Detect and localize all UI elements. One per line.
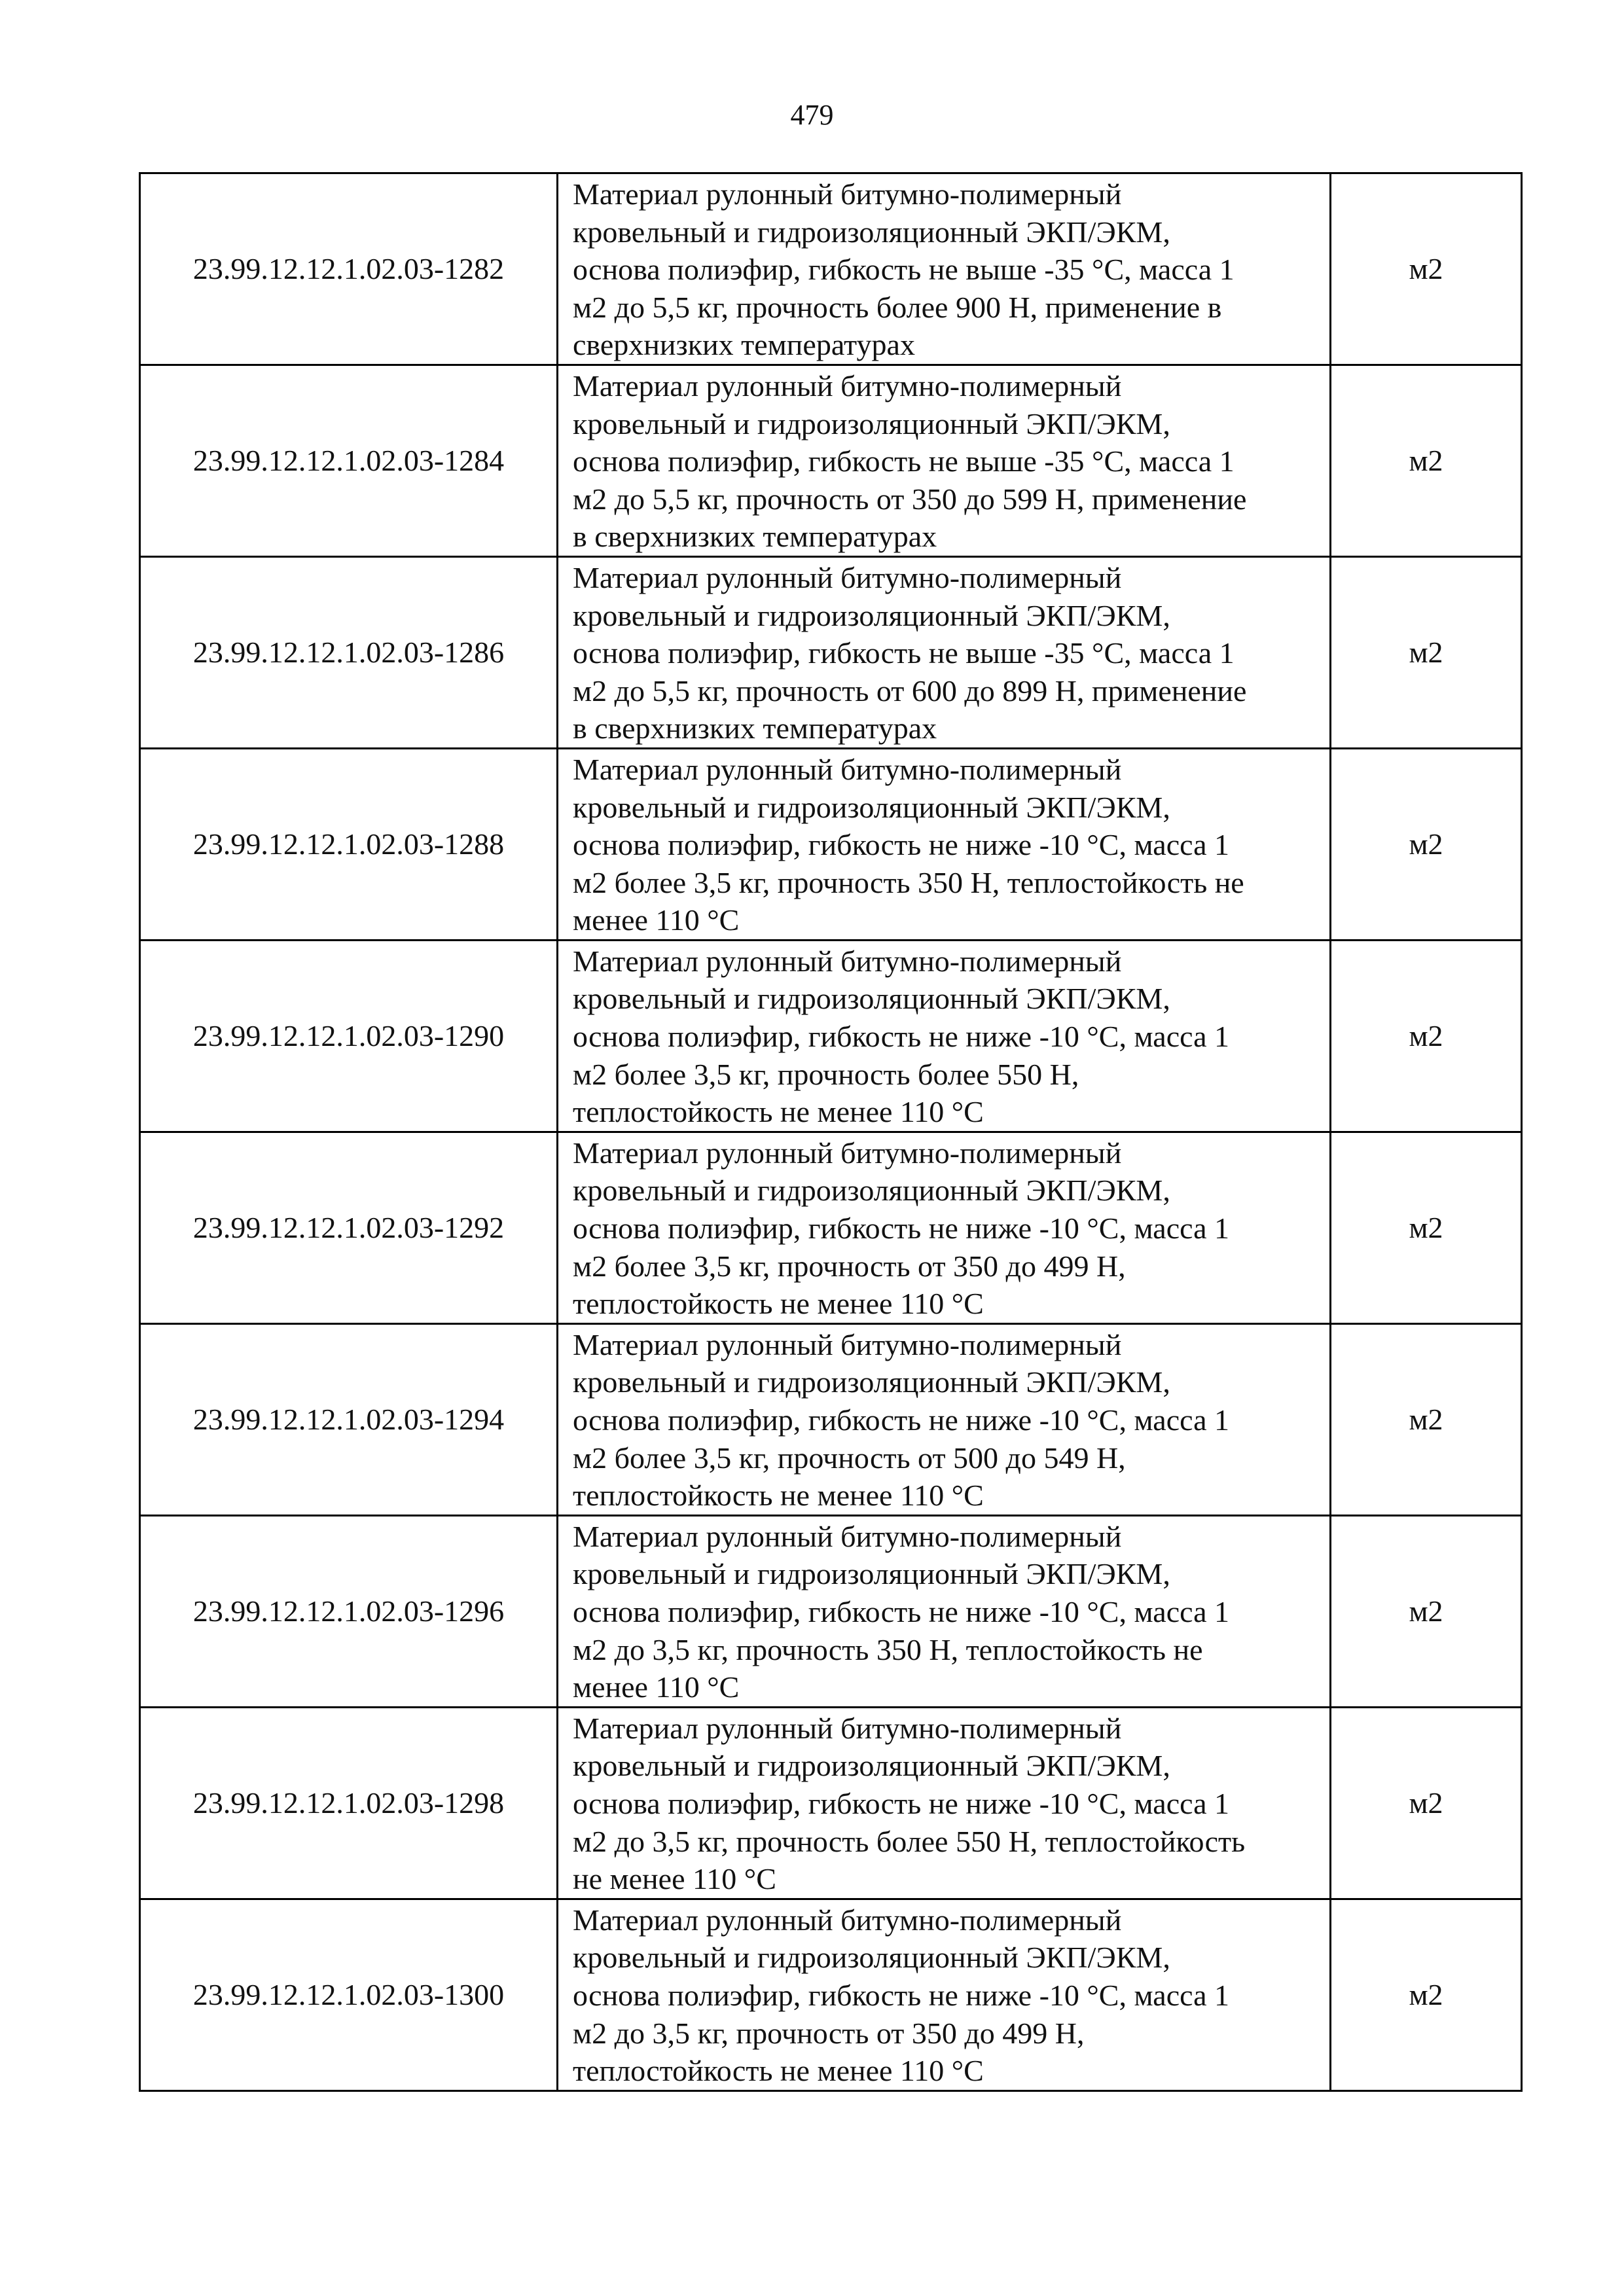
description-line: основа полиэфир, гибкость не ниже -10 °С, масса 1 [573,1786,1230,1820]
resource-code-cell [140,1323,558,1515]
unit-cell [1331,1515,1522,1707]
resource-code: 23.99.12.12.1.02.03-1294 [192,1403,505,1436]
table-row [140,173,1522,365]
description-line: м2 до 5,5 кг, прочность более 900 Н, применение в [573,290,1222,324]
table-row [140,1707,1522,1899]
resource-description-cell [558,940,1331,1132]
description-line: основа полиэфир, гибкость не ниже -10 °С, масса 1 [573,1020,1230,1054]
description-line: м2 более 3,5 кг, прочность от 500 до 549 Н, [573,1441,1126,1475]
description-line: теплостойкость не менее 110 °С [573,2054,984,2088]
table-row [140,1899,1522,2090]
description-line: кровельный и гидроизоляционный ЭКП/ЭКМ, [573,790,1170,824]
description-line: Материал рулонный битумно-полимерный [573,752,1122,786]
description-line: Материал рулонный битумно-полимерный [573,1136,1122,1170]
table-row [140,1515,1522,1707]
resource-code-cell [140,1899,558,2090]
description-line: Материал рулонный битумно-полимерный [573,1711,1122,1745]
description-line: м2 до 5,5 кг, прочность от 600 до 899 Н, применение [573,673,1247,708]
description-line: основа полиэфир, гибкость не ниже -10 °С, масса 1 [573,1594,1230,1628]
resource-code: 23.99.12.12.1.02.03-1300 [192,1977,505,2011]
unit-of-measure: м2 [1409,444,1443,478]
description-line: м2 более 3,5 кг, прочность 350 Н, теплостойкость не [573,865,1244,899]
description-line: теплостойкость не менее 110 °С [573,1479,984,1513]
resource-table-body [140,173,1522,2091]
description-line: Материал рулонный битумно-полимерный [573,1903,1122,1937]
description-line: кровельный и гидроизоляционный ЭКП/ЭКМ, [573,598,1170,632]
resource-code: 23.99.12.12.1.02.03-1292 [192,1211,505,1245]
unit-of-measure: м2 [1409,1211,1443,1245]
description-line: м2 более 3,5 кг, прочность от 350 до 499 Н, [573,1249,1126,1283]
unit-cell [1331,556,1522,748]
description-line: кровельный и гидроизоляционный ЭКП/ЭКМ, [573,1365,1170,1399]
resource-table [139,172,1523,2092]
description-line: в сверхнизких температурах [573,711,937,745]
description-line: кровельный и гидроизоляционный ЭКП/ЭКМ, [573,982,1170,1016]
description-line: Материал рулонный битумно-полимерный [573,368,1122,403]
description-line: м2 до 3,5 кг, прочность более 550 Н, теплостойкость [573,1824,1246,1858]
unit-of-measure: м2 [1409,1977,1443,2011]
resource-description-cell [558,748,1331,940]
unit-of-measure: м2 [1409,827,1443,861]
resource-code-cell [140,1707,558,1899]
description-line: основа полиэфир, гибкость не выше -35 °С, масса 1 [573,444,1235,478]
description-line: Материал рулонный битумно-полимерный [573,944,1122,978]
description-line: теплостойкость не менее 110 °С [573,1095,984,1129]
description-line: м2 до 5,5 кг, прочность от 350 до 599 Н, применение [573,482,1247,516]
resource-code: 23.99.12.12.1.02.03-1284 [192,444,505,478]
unit-cell [1331,365,1522,556]
unit-cell [1331,940,1522,1132]
unit-cell [1331,1323,1522,1515]
unit-of-measure: м2 [1409,1019,1443,1053]
resource-code-cell [140,748,558,940]
description-line: Материал рулонный битумно-полимерный [573,560,1122,594]
description-line: теплостойкость не менее 110 °С [573,1287,984,1321]
resource-description-cell [558,1707,1331,1899]
resource-description-cell [558,556,1331,748]
resource-code: 23.99.12.12.1.02.03-1298 [192,1785,505,1820]
description-line: основа полиэфир, гибкость не выше -35 °С, масса 1 [573,636,1235,670]
table-row [140,748,1522,940]
description-line: сверхнизких температурах [573,328,915,362]
description-line: основа полиэфир, гибкость не выше -35 °С, масса 1 [573,253,1235,287]
resource-code: 23.99.12.12.1.02.03-1282 [192,252,505,286]
description-line: основа полиэфир, гибкость не ниже -10 °С, масса 1 [573,1403,1230,1437]
description-line: кровельный и гидроизоляционный ЭКП/ЭКМ, [573,1941,1170,1975]
unit-of-measure: м2 [1409,252,1443,286]
unit-of-measure: м2 [1409,1785,1443,1820]
description-line: менее 110 °С [573,903,740,937]
description-line: кровельный и гидроизоляционный ЭКП/ЭКМ, [573,1749,1170,1783]
unit-cell [1331,1707,1522,1899]
table-row [140,1132,1522,1323]
resource-code: 23.99.12.12.1.02.03-1296 [192,1594,505,1628]
resource-code-cell [140,556,558,748]
description-line: кровельный и гидроизоляционный ЭКП/ЭКМ, [573,215,1170,249]
resource-code-cell [140,940,558,1132]
resource-code-cell [140,1132,558,1323]
unit-cell [1331,1899,1522,2090]
description-line: основа полиэфир, гибкость не ниже -10 °С, масса 1 [573,1978,1230,2012]
description-line: м2 до 3,5 кг, прочность 350 Н, теплостойкость не [573,1632,1203,1666]
page-number: 479 [790,99,834,131]
unit-of-measure: м2 [1409,1594,1443,1628]
description-line: Материал рулонный битумно-полимерный [573,1519,1122,1553]
description-line: менее 110 °С [573,1670,740,1704]
table-row [140,365,1522,556]
description-line: в сверхнизких температурах [573,520,937,554]
resource-description-cell [558,1323,1331,1515]
description-line: кровельный и гидроизоляционный ЭКП/ЭКМ, [573,406,1170,440]
resource-code: 23.99.12.12.1.02.03-1288 [192,827,505,861]
table-row [140,1323,1522,1515]
description-line: кровельный и гидроизоляционный ЭКП/ЭКМ, [573,1557,1170,1591]
unit-cell [1331,1132,1522,1323]
description-line: основа полиэфир, гибкость не ниже -10 °С, масса 1 [573,1211,1230,1246]
resource-description-cell [558,1899,1331,2090]
resource-description-cell [558,1132,1331,1323]
resource-description-cell [558,1515,1331,1707]
description-line: кровельный и гидроизоляционный ЭКП/ЭКМ, [573,1174,1170,1208]
resource-code-cell [140,365,558,556]
description-line: Материал рулонный битумно-полимерный [573,177,1122,211]
resource-code-cell [140,1515,558,1707]
resource-description-cell [558,365,1331,556]
description-line: не менее 110 °С [573,1862,776,1896]
unit-of-measure: м2 [1409,1403,1443,1436]
table-row [140,940,1522,1132]
resource-description-cell [558,173,1331,365]
description-line: Материал рулонный битумно-полимерный [573,1327,1122,1361]
unit-of-measure: м2 [1409,636,1443,670]
description-line: м2 более 3,5 кг, прочность более 550 Н, [573,1057,1079,1091]
table-row [140,556,1522,748]
description-line: основа полиэфир, гибкость не ниже -10 °С, масса 1 [573,828,1230,862]
description-line: м2 до 3,5 кг, прочность от 350 до 499 Н, [573,2016,1085,2050]
resource-code: 23.99.12.12.1.02.03-1290 [192,1019,505,1053]
resource-code-cell [140,173,558,365]
unit-cell [1331,173,1522,365]
unit-cell [1331,748,1522,940]
resource-code: 23.99.12.12.1.02.03-1286 [192,636,505,670]
